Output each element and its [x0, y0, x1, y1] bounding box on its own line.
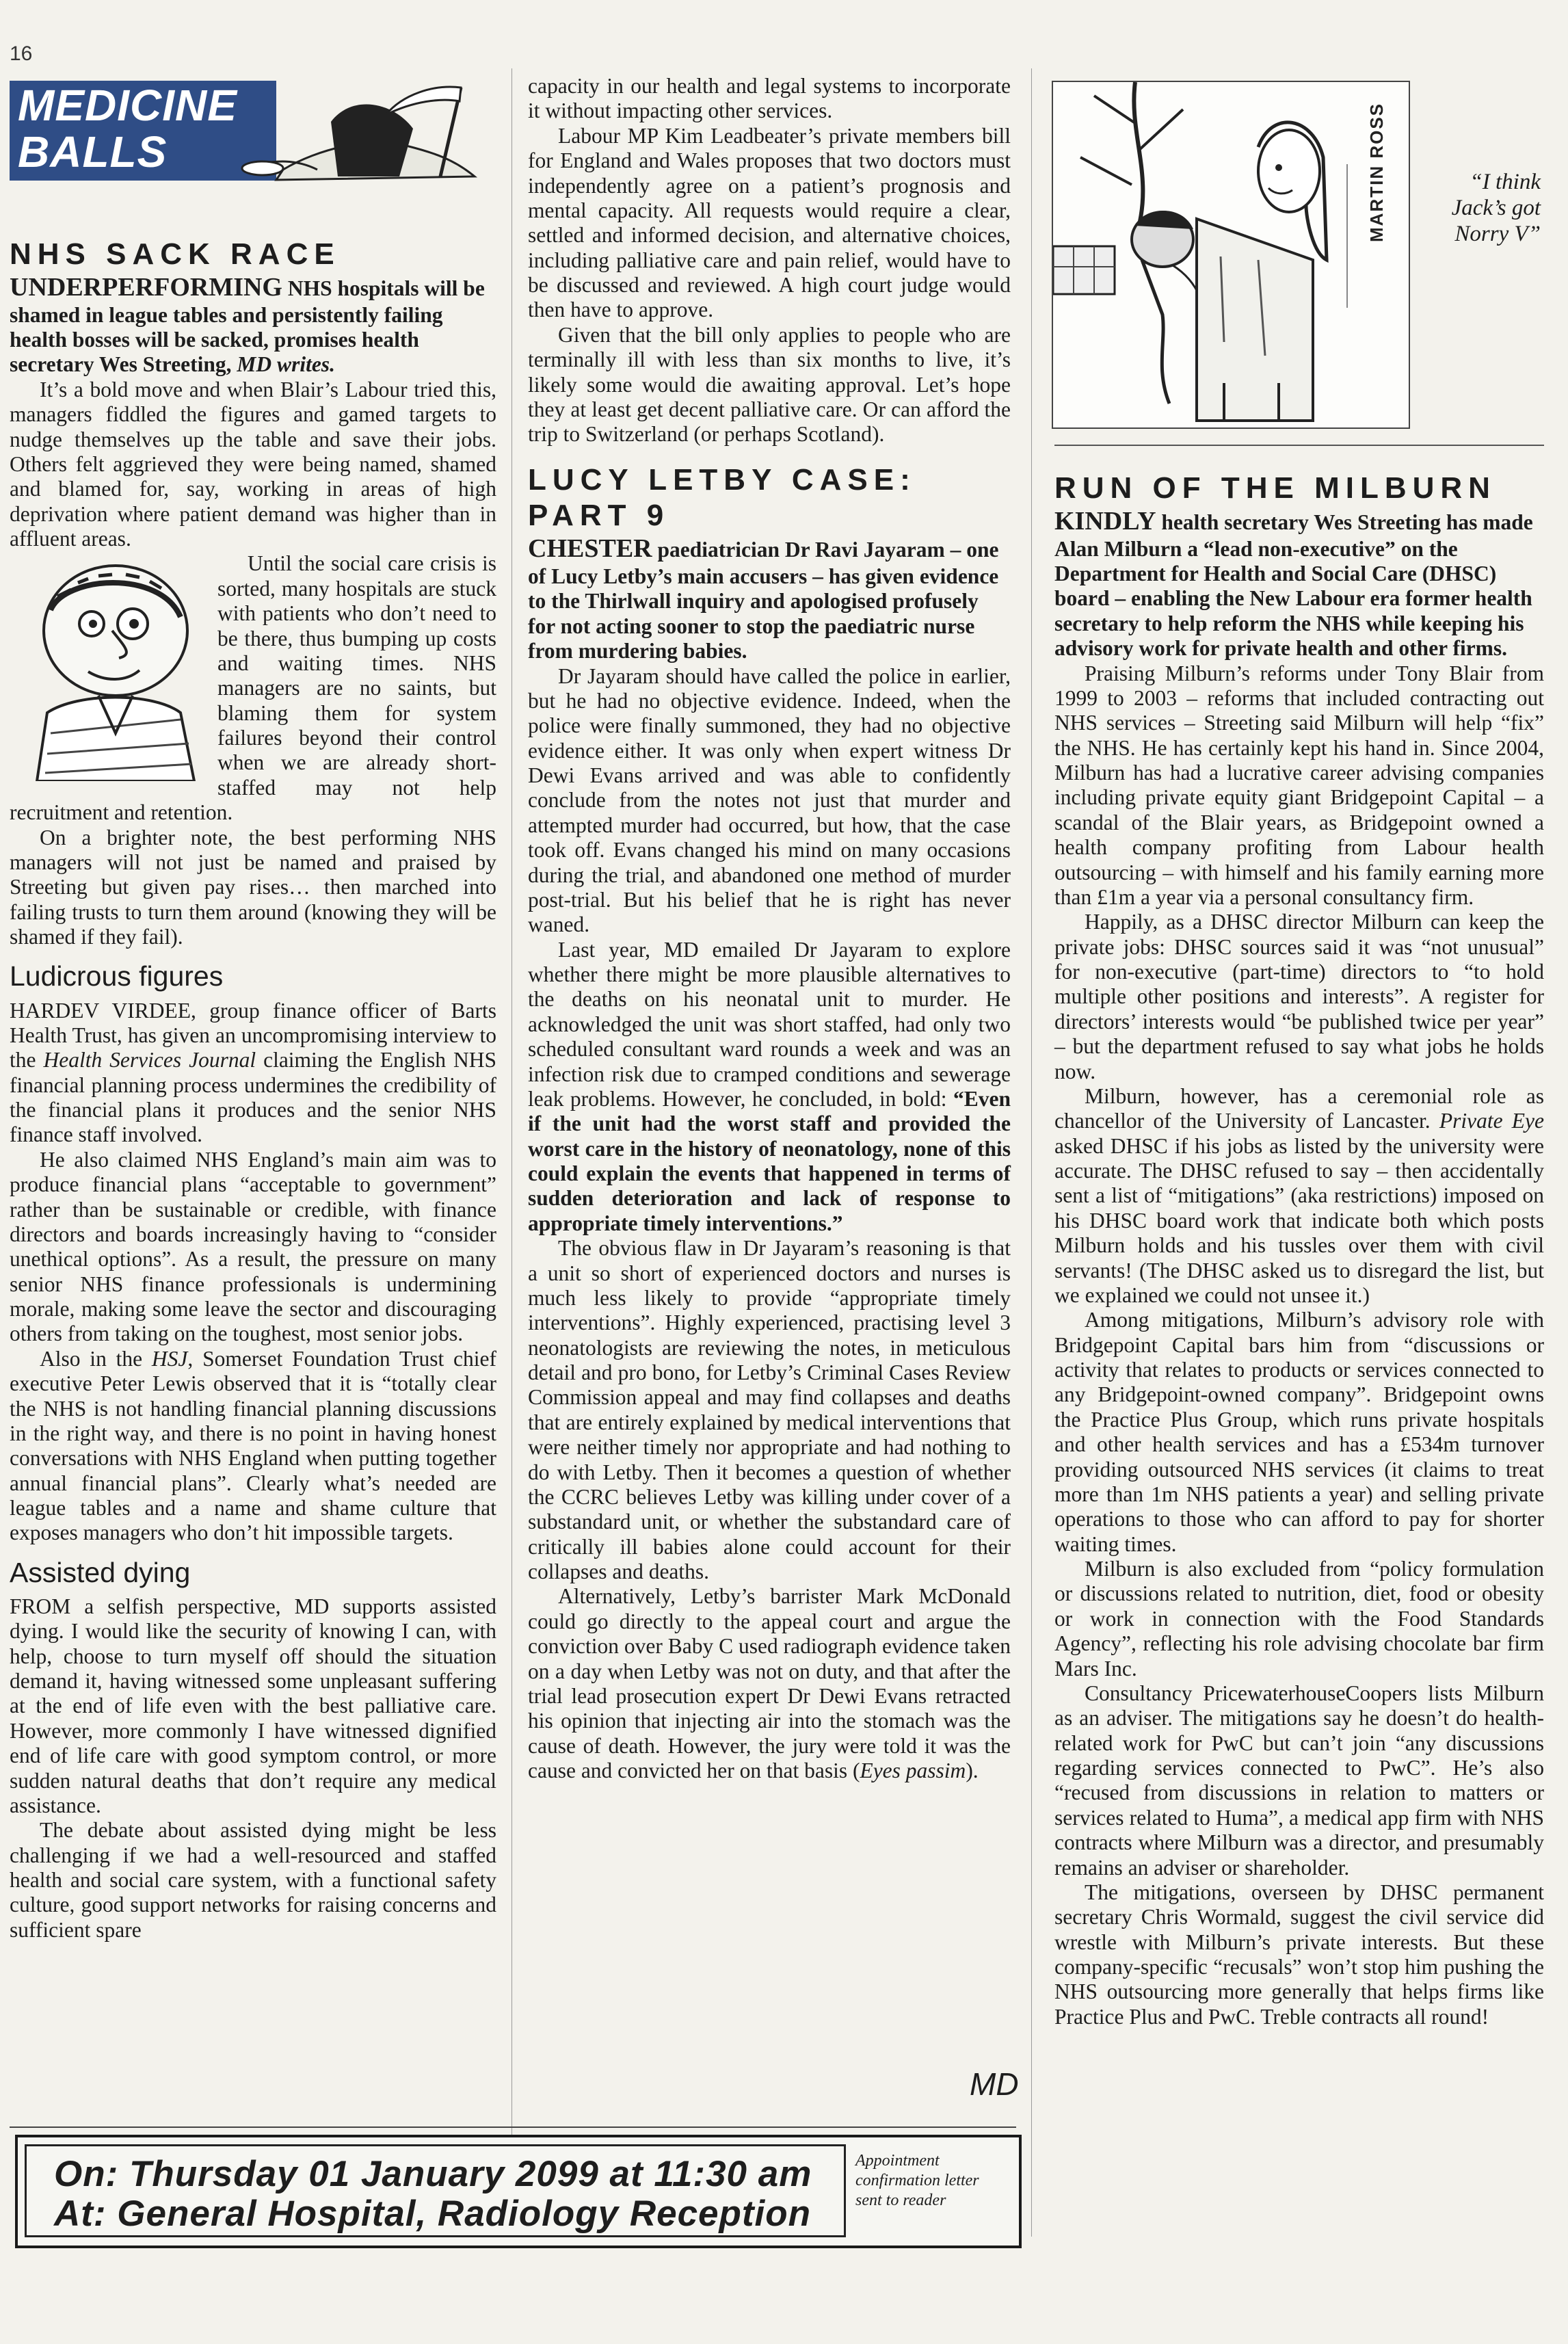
- column-2: [528, 74, 1011, 1783]
- cartoon-portrait-illustration: [10, 555, 208, 781]
- publication-name: Private Eye: [1439, 1109, 1544, 1133]
- paragraph: Praising Milburn’s reforms under Tony Blair from 1999 to 2003 – reforms that included contracting out NHS services – Streeting said Milburn will help “fix” the NHS. He has certainly kept his hand in. Since 2004, Milburn has had a lucrative career advising companies including private equity giant Bridgepoint Capital – a scandal of the Blair years, as Bridgepoint owned a health company profiting from Labour health outsourcing – with himself and his family earning more than £1m a year via a personal consultancy firm.: [1054, 661, 1544, 909]
- cartoonist-signature: MARTIN ROSS: [1366, 103, 1387, 242]
- appointment-box: [15, 2135, 1022, 2248]
- paragraph: He also claimed NHS England’s main aim was to produce financial plans “acceptable to government” rather than be sustainable or credible, with finance directors and boards increasingly having to “consider unethical options”. As a result, the pressure on many senior NHS finance professionals is undermining morale, making some leave the sector and discouraging others from taking on the toughest, most senior jobs.: [10, 1147, 496, 1346]
- section-title-lucy-letby: [528, 462, 1011, 535]
- appointment-location-line: At: General Hospital, Radiology Reception: [54, 2194, 812, 2234]
- paragraph: It’s a bold move and when Blair’s Labour tried this, managers fiddled the figures and gamed targets to nudge themselves up the table and save their jobs. Others felt aggrieved they were being named, shamed and blamed for, say, working in areas of high deprivation where patient demand was higher than in affluent areas.: [10, 377, 496, 551]
- paragraph: Happily, as a DHSC director Milburn can keep the private jobs: DHSC sources said it was “not unusual” for non-executive (part-time) directors to “to hold multiple other positions and interests”. A register for directors’ interests would “be published twice per year” – but the department refused to say what jobs he holds now.: [1054, 910, 1544, 1083]
- page-number: 16: [10, 42, 33, 65]
- bottom-rule: [10, 2126, 1016, 2128]
- standfirst-text: NHS hospitals will be shamed in league tables and persistently failing health bosses will be sacked, promises health secretary Wes Streeting,: [10, 276, 485, 377]
- subheading-ludicrous-figures: Ludicrous figures: [10, 960, 224, 992]
- paragraph: Given that the bill only applies to people who are terminally ill with less than six months to live, it’s likely some would die awaiting approval. Let’s hope they at least get decent palliative care. Or can afford the trip to Switzerland (or perhaps Scotland).: [528, 322, 1011, 447]
- text-run: asked DHSC if his jobs as listed by the university were accurate. The DHSC refused to say – then accidentally sent a list of “mitigations” (aka restrictions) imposed on his DHSC board work that indicate both which posts Milburn holds and his tussles over them with civil servants! (The DHSC asked us to disregard the list, but we explained we could not unsee it.): [1054, 1133, 1544, 1307]
- dropcap-word: KINDLY: [1054, 506, 1156, 536]
- paragraph: [528, 1584, 1011, 1783]
- banner-title: [18, 82, 237, 175]
- banner-title-line2: BALLS: [18, 127, 168, 176]
- divider-rule: [1054, 445, 1544, 446]
- paragraph: Milburn is also excluded from “policy formulation or discussions related to nutrition, diet, food or obesity or work in connection with the Food Standards Agency”, reflecting his role advising chocolate bar firm Mars Inc.: [1054, 1557, 1544, 1681]
- paragraph: The obvious flaw in Dr Jayaram’s reasoning is that a unit so short of experienced doctors and nurses is much less likely to provide “appropriate timely interventions”. Highly experienced, practising level 3 neonatologists are reviewing the notes, in meticulous detail and pro bono, for Letby’s Criminal Cases Review Commission appeal and may find collapses and deaths that are entirely explained by medical interventions that were neither timely nor appropriate and had nothing to do with Letby. Then it becomes a question of whether the CCRC believes Letby was killing under cover of a substandard unit, or whether the substandard care of critically ill babies alone could account for their collapses and deaths.: [528, 1236, 1011, 1584]
- publication-name: Health Services Journal: [43, 1048, 256, 1072]
- text-run: Last year, MD emailed Dr Jayaram to explore whether there might be more plausible alternatives to the deaths on his neonatal unit to murder. He acknowledged the unit was short staffed, had only two scheduled consultant ward rounds a week and was an infection risk due to cramped conditions and sewerage leak problems. However, he concluded, in bold:: [528, 937, 1011, 1111]
- grim-reaper-illustration: [235, 81, 499, 183]
- paragraph: FROM a selfish perspective, MD supports assisted dying. I would like the security of knowing I can, with help, choose to turn myself off should the situation demand it, having witnessed some unpleasant suffering at the end of life even with the best palliative care. However, more commonly I have witnessed dignified end of life care with good symptom control, or more sudden natural deaths that don’t require any medical assistance.: [10, 1594, 496, 1817]
- column-banner: [10, 81, 499, 183]
- standfirst: [528, 534, 1011, 663]
- paragraph: capacity in our health and legal systems to incorporate it without impacting other services.: [528, 74, 1011, 123]
- publication-name: HSJ: [151, 1346, 188, 1371]
- standfirst: [1054, 507, 1544, 661]
- paragraph: On a brighter note, the best performing NHS managers will not just be named and praised by Streeting but given pay rises… then marched into failing trusts to turn them around (knowing they will be shamed if they fail).: [10, 825, 496, 949]
- subheading-assisted-dying: Assisted dying: [10, 1556, 191, 1588]
- text-run: HARDEV VIRDEE, group finance officer of Barts Health Trust, has given an uncompromising interview to the: [10, 998, 496, 1072]
- appointment-date-line: On: Thursday 01 January 2099 at 11:30 am: [54, 2154, 812, 2194]
- standfirst: [10, 273, 496, 378]
- column-1: [10, 237, 496, 1943]
- text-run: Alternatively, Letby’s barrister Mark McDonald could go directly to the appeal court and argue the conviction over Baby C used radiograph evidence taken on a day when Letby was not on duty, and that after the trial lead prosecution expert Dr Dewi Evans retracted his opinion that injecting air into the stomach was the cause of death. However, the jury were told it was the cause and convicted her on that basis (: [528, 1584, 1011, 1783]
- paragraph: [528, 938, 1011, 1237]
- text-run: claiming the English NHS financial planning process undermines the credibility of the financial plans it produces and the senior NHS finance staff involved.: [10, 1048, 496, 1147]
- signoff-md: MD: [970, 2066, 1019, 2102]
- paragraph: [10, 1347, 496, 1546]
- standfirst-text: health secretary Wes Streeting has made Alan Milburn a “lead non-executive” on the Department for Health and Social Care (DHSC) board – enabling the New Labour era former health secretary to help reform the NHS while keeping his advisory work for private health and other firms.: [1054, 510, 1533, 661]
- paragraph: Labour MP Kim Leadbeater’s private members bill for England and Wales proposes that two doctors must independently agree on a patient’s prognosis and mental capacity. All requests would require a clear, settled and informed decision, and alternative choices, including palliative care and pain relief, would have to be discussed and reviewed. A high court judge would then have to approve.: [528, 123, 1011, 322]
- paragraph: Until the social care crisis is sorted, many hospitals are stuck with patients who don’t need to be there, thus bumping up costs and waiting times. NHS managers are no saints, but blaming them for system failures beyond their control when we are already short-staffed may not help recruitment and retention.: [10, 551, 496, 825]
- paragraph: Among mitigations, Milburn’s advisory role with Bridgepoint Capital bars him from “discussions or activity that relates to products or services connected to any Bridgepoint-owned company”. Bridgepoint owns the Practice Plus Group, which runs private hospitals and other health services and has a £534m turnover providing outsourced NHS services (it claims to treat more than 1m NHS patients a year) and selling private operations to those who can afford to pay for shorter waiting times.: [1054, 1308, 1544, 1556]
- paragraph: [10, 999, 496, 1148]
- cartoon-frame: [1052, 81, 1410, 429]
- column-divider: [1031, 68, 1032, 2237]
- banner-title-line1: MEDICINE: [18, 81, 237, 130]
- appointment-side-note: Appointment confirmation letter sent to reader: [855, 2152, 979, 2209]
- dropcap-word: CHESTER: [528, 534, 652, 564]
- section-title-nhs-sack-race: NHS SACK RACE: [10, 237, 341, 271]
- section-title-run-of-the-milburn: RUN OF THE MILBURN: [1054, 471, 1496, 505]
- section-title-line2: PART 9: [528, 499, 670, 533]
- paragraph: Dr Jayaram should have called the police in earlier, but he had no objective evidence. Indeed, when the police were finally summoned, they had no objective evidence either. It was only when expert witness Dr Dewi Evans arrived and was able to confidently conclude from the notes not just that murder and attempted murder had occurred, but how, that the case took off. Evans changed his mind on many occasions during the trial, and abandoned one method of murder post-trial. But his belief that he is right has never waned.: [528, 663, 1011, 937]
- dropcap-word: UNDERPERFORMING: [10, 272, 282, 302]
- text-run: Milburn, however, has a ceremonial role as chancellor of the University of Lancaster.: [1054, 1083, 1544, 1133]
- paragraph: Consultancy PricewaterhouseCoopers lists Milburn as an adviser. The mitigations say he doesn’t do health-related work for PwC but can’t join “any discussions regarding services connected to PwC”. He’s also “recused from discussions in relation to matters or services related to Huma”, a medical app firm with NHS contracts where Milburn was a director, and presumably remains an adviser or shareholder.: [1054, 1681, 1544, 1880]
- italic-ref: Eyes passim: [860, 1759, 966, 1783]
- standfirst-text: paediatrician Dr Ravi Jayaram – one of Lucy Letby’s main accusers – has given evidence to the Thirlwall inquiry and apologised profusely for not acting sooner to stop the paediatric nurse from murdering babies.: [528, 538, 999, 663]
- cartoon: [1052, 81, 1544, 430]
- section-title-line1: LUCY LETBY CASE:: [528, 462, 916, 497]
- paragraph: [1054, 1084, 1544, 1308]
- paragraph: The mitigations, overseen by DHSC permanent secretary Chris Wormald, suggest the civil service did wrestle with Milburn’s private interests. But these company-specific “recusals” won’t stop him pushing the NHS outsourcing more generally that helps firms like Practice Plus and PwC. Treble contracts all round!: [1054, 1880, 1544, 2029]
- text-run: , Somerset Foundation Trust chief executive Peter Lewis observed that it is “totally clear the NHS is not handling financial planning discussions in the right way, and there is no point in having honest conversations with NHS England when putting together annual financial plans”. Clearly what’s needed are league tables and a name and shame culture that exposes managers who don’t hit impossible targets.: [10, 1346, 496, 1545]
- text-run: Also in the: [40, 1346, 152, 1371]
- appointment-details: [25, 2144, 846, 2237]
- bold-quote: “Even if the unit had the worst staff and provided the worst care in the history of neonatology, none of this could explain the events that happened in terms of sudden deterioration and lack of response to appropriate timely interventions.”: [528, 1086, 1011, 1235]
- byline: MD writes.: [237, 352, 335, 377]
- text-run: ).: [966, 1759, 979, 1783]
- column-divider: [511, 68, 512, 2237]
- cartoon-caption: “I think Jack’s got Norry V”: [1451, 170, 1541, 246]
- cartoon-drawing: [1053, 82, 1409, 427]
- paragraph: The debate about assisted dying might be less challenging if we had a well-resourced and staffed health and social care system, with a functional safety culture, good support networks for raising concerns and sufficient spare: [10, 1818, 496, 1942]
- column-3: [1054, 471, 1544, 2029]
